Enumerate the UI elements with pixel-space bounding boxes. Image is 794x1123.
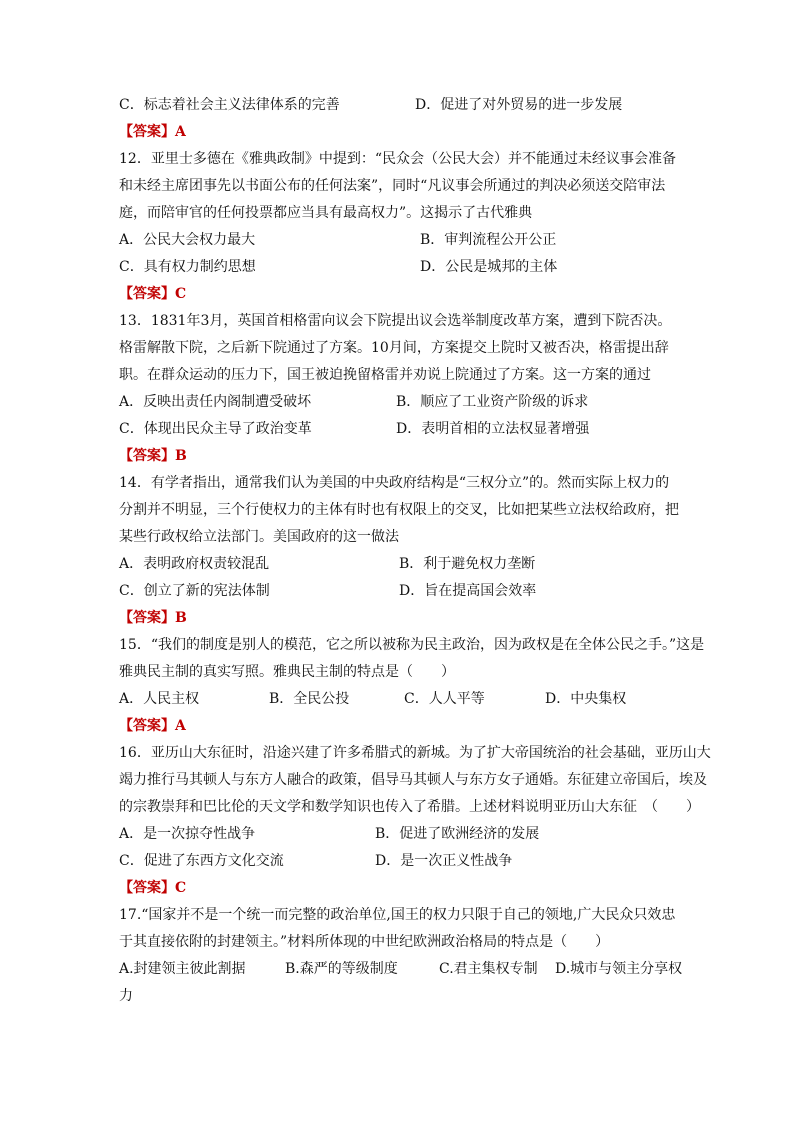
q16-stem-line: 16．亚历山大东征时，沿途兴建了许多希腊式的新城。为了扩大帝国统治的社会基础，亚历山大	[119, 745, 711, 761]
q16-answer	[119, 875, 679, 902]
q15-option-d: D．中央集权	[545, 691, 627, 707]
q16-stem-line: 的宗教崇拜和巴比伦的天文学和数学知识也传入了希腊。上述材料说明亚历山大东征 （ ）	[119, 799, 700, 815]
q14-answer	[119, 605, 679, 632]
q14-option-a: A．表明政府权责较混乱	[119, 556, 270, 572]
q17-options-row	[119, 956, 683, 983]
q15-option-a: A．人民主权	[119, 691, 200, 707]
q13-stem-line: 13．1831年3月，英国首相格雷向议会下院提出议会选举制度改革方案，遭到下院否决。	[119, 313, 672, 329]
q14-option-b: B．利于避免权力垄断	[399, 556, 536, 572]
q13-option-d: D．表明首相的立法权显著增强	[396, 421, 590, 437]
answer-value: B	[175, 448, 187, 464]
q16-options-row-2	[119, 848, 679, 875]
q12-answer	[119, 281, 679, 308]
q13-options-row-1	[119, 389, 679, 416]
q12-option-a: A．公民大会权力最大	[119, 232, 256, 248]
q15-answer	[119, 713, 679, 740]
q15-option-c: C．人人平等	[404, 691, 485, 707]
q13-options-row-2	[119, 416, 679, 443]
q12-stem-line: 庭，而陪审官的任何投票都应当具有最高权力”。这揭示了古代雅典	[119, 205, 533, 221]
q12-options-row-2	[119, 254, 679, 281]
answer-value: A	[175, 718, 186, 734]
q11-option-d: D．促进了对外贸易的进一步发展	[415, 97, 623, 113]
q16-options-row-1	[119, 821, 679, 848]
q15-stem-line: 雅典民主制的真实写照。雅典民主制的特点是（ ）	[119, 664, 455, 680]
answer-value: A	[175, 124, 186, 140]
q12-stem-line: 和未经主席团事先以书面公布的任何法案”，同时“凡议事会所通过的判决必须送交陪审法	[119, 178, 666, 194]
q16-option-c: C．促进了东西方文化交流	[119, 853, 284, 869]
answer-tag: 【答案】	[119, 286, 175, 302]
q14-stem-line: 14．有学者指出，通常我们认为美国的中央政府结构是“三权分立”的。然而实际上权力的	[119, 475, 670, 491]
q14-stem-line: 某些行政权给立法部门。美国政府的这一做法	[119, 529, 399, 545]
q15-options-row	[119, 686, 679, 713]
q13-stem-line: 职。在群众运动的压力下，国王被迫挽留格雷并劝说上院通过了方案。这一方案的通过	[119, 367, 651, 383]
q16-option-d: D．是一次正义性战争	[375, 853, 513, 869]
q16-option-b: B．促进了欧洲经济的发展	[375, 826, 540, 842]
q13-option-c: C．体现出民众主导了政治变革	[119, 421, 312, 437]
answer-tag: 【答案】	[119, 124, 175, 140]
q16-option-a: A．是一次掠夺性战争	[119, 826, 256, 842]
answer-value: C	[175, 286, 187, 302]
q17-option-a: A.封建领主彼此割据	[119, 961, 246, 977]
q12-options-row-1	[119, 227, 679, 254]
q12-stem-line: 12．亚里士多德在《雅典政制》中提到：“民众会（公民大会）并不能通过未经议事会准备	[119, 151, 676, 167]
q14-options-row-1	[119, 551, 679, 578]
answer-tag: 【答案】	[119, 718, 175, 734]
q11-option-c: C．标志着社会主义法律体系的完善	[119, 97, 340, 113]
q11-options-row-2	[119, 92, 679, 119]
q14-option-c: C．创立了新的宪法体制	[119, 583, 270, 599]
answer-value: B	[175, 610, 187, 626]
q17-option-b: B.森严的等级制度	[285, 961, 398, 977]
q14-options-row-2	[119, 578, 679, 605]
answer-tag: 【答案】	[119, 880, 175, 896]
q16-stem-line: 竭力推行马其顿人与东方人融合的政策，倡导马其顿人与东方女子通婚。东征建立帝国后，埃及	[119, 772, 707, 788]
q12-option-b: B．审判流程公开公正	[420, 232, 557, 248]
q17-option-d: D.城市与领主分享权	[555, 961, 683, 977]
q15-stem-line: 15．“我们的制度是别人的模范，它之所以被称为民主政治，因为政权是在全体公民之手。”这是	[119, 637, 705, 653]
q14-stem-line: 分割并不明显，三个行使权力的主体有时也有权限上的交叉，比如把某些立法权给政府，把	[119, 502, 679, 518]
q13-option-a: A．反映出责任内阁制遭受破坏	[119, 394, 312, 410]
q12-option-c: C．具有权力制约思想	[119, 259, 256, 275]
q17-stem-line: 17.“国家并不是一个统一而完整的政治单位,国王的权力只限于自己的领地,广大民众只效忠	[119, 907, 676, 923]
answer-value: C	[175, 880, 187, 896]
q15-option-b: B．全民公投	[269, 691, 350, 707]
q11-answer	[119, 119, 679, 146]
q13-answer	[119, 443, 679, 470]
answer-tag: 【答案】	[119, 448, 175, 464]
q14-option-d: D．旨在提高国会效率	[399, 583, 537, 599]
q13-stem-line: 格雷解散下院，之后新下院通过了方案。10月间，方案提交上院时又被否决，格雷提出辞	[119, 340, 669, 356]
answer-tag: 【答案】	[119, 610, 175, 626]
exam-page	[119, 92, 711, 1010]
q13-option-b: B．顺应了工业资产阶级的诉求	[396, 394, 589, 410]
q12-option-d: D．公民是城邦的主体	[420, 259, 558, 275]
q17-option-d-wrap: 力	[119, 988, 133, 1004]
q17-stem-line: 于其直接依附的封建领主。”材料所体现的中世纪欧洲政治格局的特点是（ ）	[119, 934, 610, 950]
q17-option-c: C.君主集权专制	[439, 961, 538, 977]
